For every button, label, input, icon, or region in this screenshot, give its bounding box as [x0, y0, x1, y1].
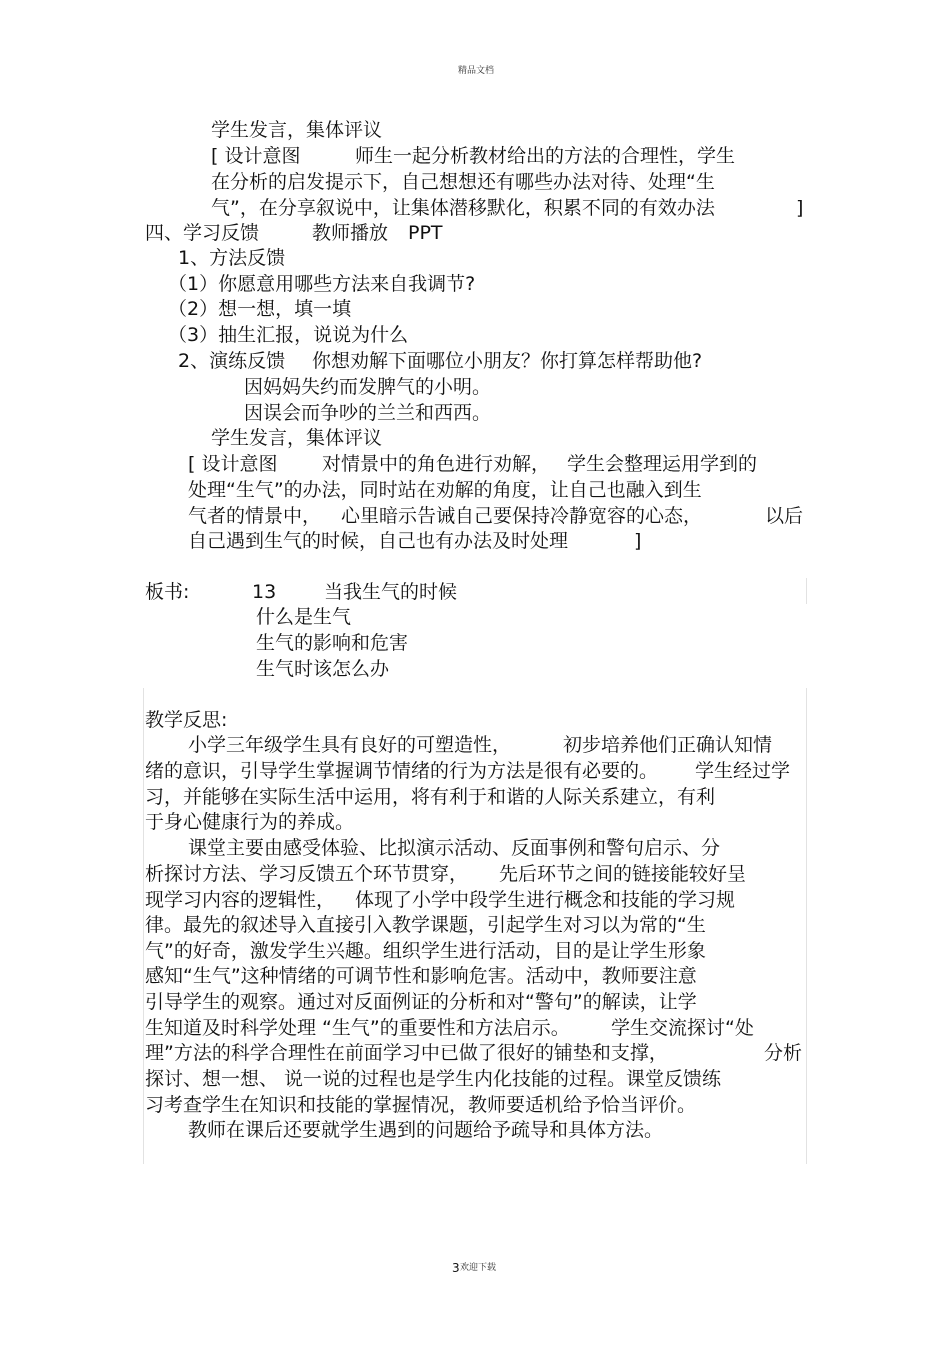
question-2: （2）想一想，填一填 [168, 298, 352, 320]
reflection-line: 分析 [764, 1042, 803, 1064]
design-intent-text: 在分析的启发提示下，自己想想还有哪些办法对待、处理“生 [211, 171, 715, 193]
student-discussion: 学生发言，集体评议 [211, 119, 383, 141]
bracket-close: ] [634, 530, 642, 552]
reflection-line: 引导学生的观察。通过对反面例证的分析和对“警句”的解读，让学 [145, 991, 697, 1013]
page-number: 3 [452, 1261, 460, 1275]
design-intent-text: 自己遇到生气的时候，自己也有办法及时处理 [188, 530, 569, 552]
reflection-line: 课堂主要由感受体验、比拟演示活动、反面事例和警句启示、分 [188, 837, 721, 859]
design-intent-label: [ 设计意图 [188, 453, 278, 475]
bracket-close: ] [796, 197, 804, 219]
header-tag: 精品文档 [458, 66, 495, 76]
reflection-line: 习，并能够在实际生活中运用，将有利于和谐的人际关系建立，有利 [145, 786, 716, 808]
question-3: （3）抽生汇报，说说为什么 [168, 324, 409, 346]
board-point: 生气的影响和危害 [256, 632, 409, 654]
practice-question: 你想劝解下面哪位小朋友？你打算怎样帮助他? [312, 350, 703, 372]
reflection-line: 先后环节之间的链接能较好呈 [499, 863, 747, 885]
reflection-line: 律。最先的叙述导入直接引入教学课题，引起学生对习以为常的“生 [145, 914, 706, 936]
reflection-line: 气”的好奇，激发学生兴趣。组织学生进行活动，目的是让学生形象 [145, 940, 706, 962]
reflection-heading: 教学反思: [145, 709, 228, 731]
reflection-line: 探讨、想一想、 说一说的过程也是学生内化技能的过程。课堂反馈练 [145, 1068, 722, 1090]
reflection-line: 教师在课后还要就学生遇到的问题给予疏导和具体方法。 [188, 1119, 664, 1141]
design-intent-text: 师生一起分析教材给出的方法的合理性，学生 [355, 145, 736, 167]
design-intent-text: 学生会整理运用学到的 [567, 453, 758, 475]
board-point: 生气时该怎么办 [256, 658, 390, 680]
reflection-line: 学生经过学 [695, 760, 791, 782]
reflection-line: 现学习内容的逻辑性， [145, 889, 336, 911]
board-point: 什么是生气 [256, 606, 352, 628]
design-intent-text: 以后 [765, 505, 804, 527]
section-heading-note: 教师播放 [312, 222, 389, 244]
footer-tag: 欢迎下载 [460, 1263, 497, 1273]
reflection-line: 析探讨方法、学习反馈五个环节贯穿， [145, 863, 469, 885]
item-practice-feedback: 2、演练反馈 [178, 350, 286, 372]
reflection-line: 小学三年级学生具有良好的可塑造性， [188, 734, 512, 756]
question-1: （1）你愿意用哪些方法来自我调节? [168, 273, 476, 295]
design-intent-text: 气”，在分享叙说中，让集体潜移默化，积累不同的有效办法 [211, 197, 715, 219]
reflection-line: 生知道及时科学处理 “生气”的重要性和方法启示。 [145, 1017, 570, 1039]
board-label: 板书: [145, 581, 190, 603]
reflection-line: 理”方法的科学合理性在前面学习中已做了很好的铺垫和支撑， [145, 1042, 668, 1064]
item-method-feedback: 1、方法反馈 [178, 247, 286, 269]
lesson-number: 13 [252, 581, 277, 603]
design-intent-text: 气者的情景中， [188, 505, 322, 527]
reflection-line: 绪的意识，引导学生掌握调节情绪的行为方法是很有必要的。 [145, 760, 659, 782]
design-intent-text: 心里暗示告诫自己要保持冷静宽容的心态， [341, 505, 703, 527]
case-1: 因妈妈失约而发脾气的小明。 [244, 376, 492, 398]
case-2: 因误会而争吵的兰兰和西西。 [244, 402, 492, 424]
section-heading: 四、学习反馈 [145, 222, 260, 244]
table-border [143, 688, 144, 1164]
reflection-line: 习考查学生在知识和技能的掌握情况，教师要适机给予恰当评价。 [145, 1094, 697, 1116]
design-intent-text: 处理“生气”的办法，同时站在劝解的角度，让自己也融入到生 [188, 479, 702, 501]
table-border [806, 688, 807, 1164]
table-border [806, 578, 807, 604]
reflection-line: 于身心健康行为的养成。 [145, 811, 355, 833]
reflection-line: 体现了小学中段学生进行概念和技能的学习规 [355, 889, 736, 911]
reflection-line: 感知“生气”这种情绪的可调节性和影响危害。活动中，教师要注意 [145, 965, 697, 987]
reflection-line: 初步培养他们正确认知情 [563, 734, 773, 756]
lesson-title: 当我生气的时候 [324, 581, 458, 603]
design-intent-text: 对情景中的角色进行劝解， [322, 453, 551, 475]
student-discussion: 学生发言，集体评议 [211, 427, 383, 449]
section-heading-ppt: PPT [408, 222, 443, 244]
design-intent-label: [ 设计意图 [211, 145, 301, 167]
reflection-line: 学生交流探讨“处 [611, 1017, 754, 1039]
